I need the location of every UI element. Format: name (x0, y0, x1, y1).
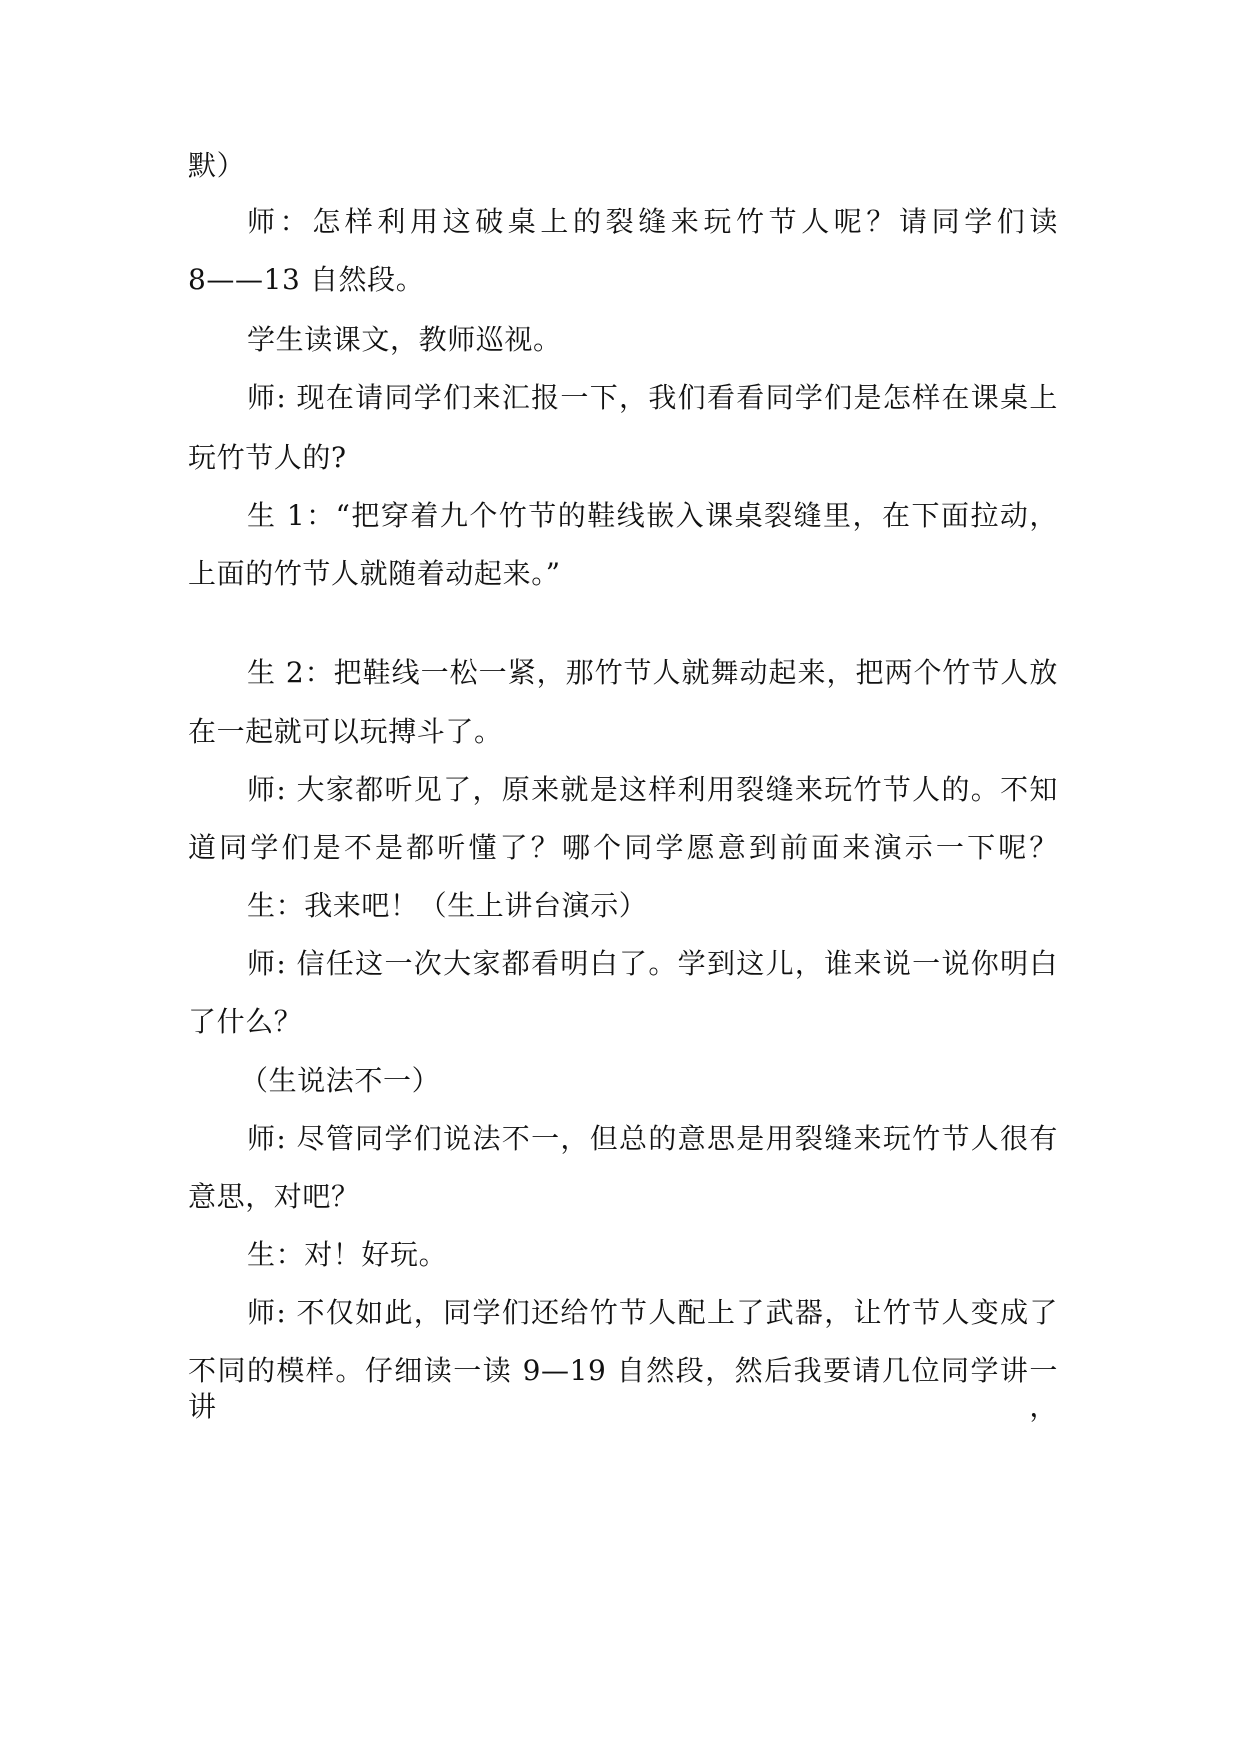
text-line: 上面的竹节人就随着动起来。” (188, 557, 561, 590)
text-line: 生 2：把鞋线一松一紧，那竹节人就舞动起来，把两个竹节人放 (247, 656, 1058, 689)
text-line: 玩竹节人的? (188, 441, 347, 474)
text-line: 师: 大家都听见了，原来就是这样利用裂缝来玩竹节人的。不知 (247, 773, 1058, 806)
text-line: 师: 现在请同学们来汇报一下，我们看看同学们是怎样在课桌上 (247, 381, 1058, 414)
text-line: 了什么？ (188, 1005, 303, 1038)
text-line: 在一起就可以玩搏斗了。 (188, 715, 503, 748)
text-line: 意思，对吧？ (188, 1180, 360, 1213)
text-line: 8——13 自然段。 (188, 263, 425, 296)
text-line: 师: 信任这一次大家都看明白了。学到这儿，谁来说一说你明白 (247, 947, 1058, 980)
text-line: （生说法不一） (240, 1064, 441, 1097)
text-line: 生：我来吧！（生上讲台演示） (247, 889, 648, 922)
text-line: 不同的模样。仔细读一读 9—19 自然段，然后我要请几位同学讲一讲， (188, 1354, 1058, 1423)
text-line: 师: 不仅如此，同学们还给竹节人配上了武器，让竹节人变成了 (247, 1296, 1058, 1329)
text-line: 默） (188, 149, 246, 182)
text-line: 生：对！好玩。 (247, 1238, 448, 1271)
text-line: 道同学们是不是都听懂了？哪个同学愿意到前面来演示一下呢？ (188, 831, 1058, 864)
text-line: 师：怎样利用这破桌上的裂缝来玩竹节人呢？请同学们读 (247, 205, 1058, 238)
text-line: 学生读课文，教师巡视。 (247, 323, 562, 356)
text-line: 师: 尽管同学们说法不一，但总的意思是用裂缝来玩竹节人很有 (247, 1122, 1058, 1155)
text-line: 生 1：“把穿着九个竹节的鞋线嵌入课桌裂缝里，在下面拉动， (247, 499, 1058, 532)
